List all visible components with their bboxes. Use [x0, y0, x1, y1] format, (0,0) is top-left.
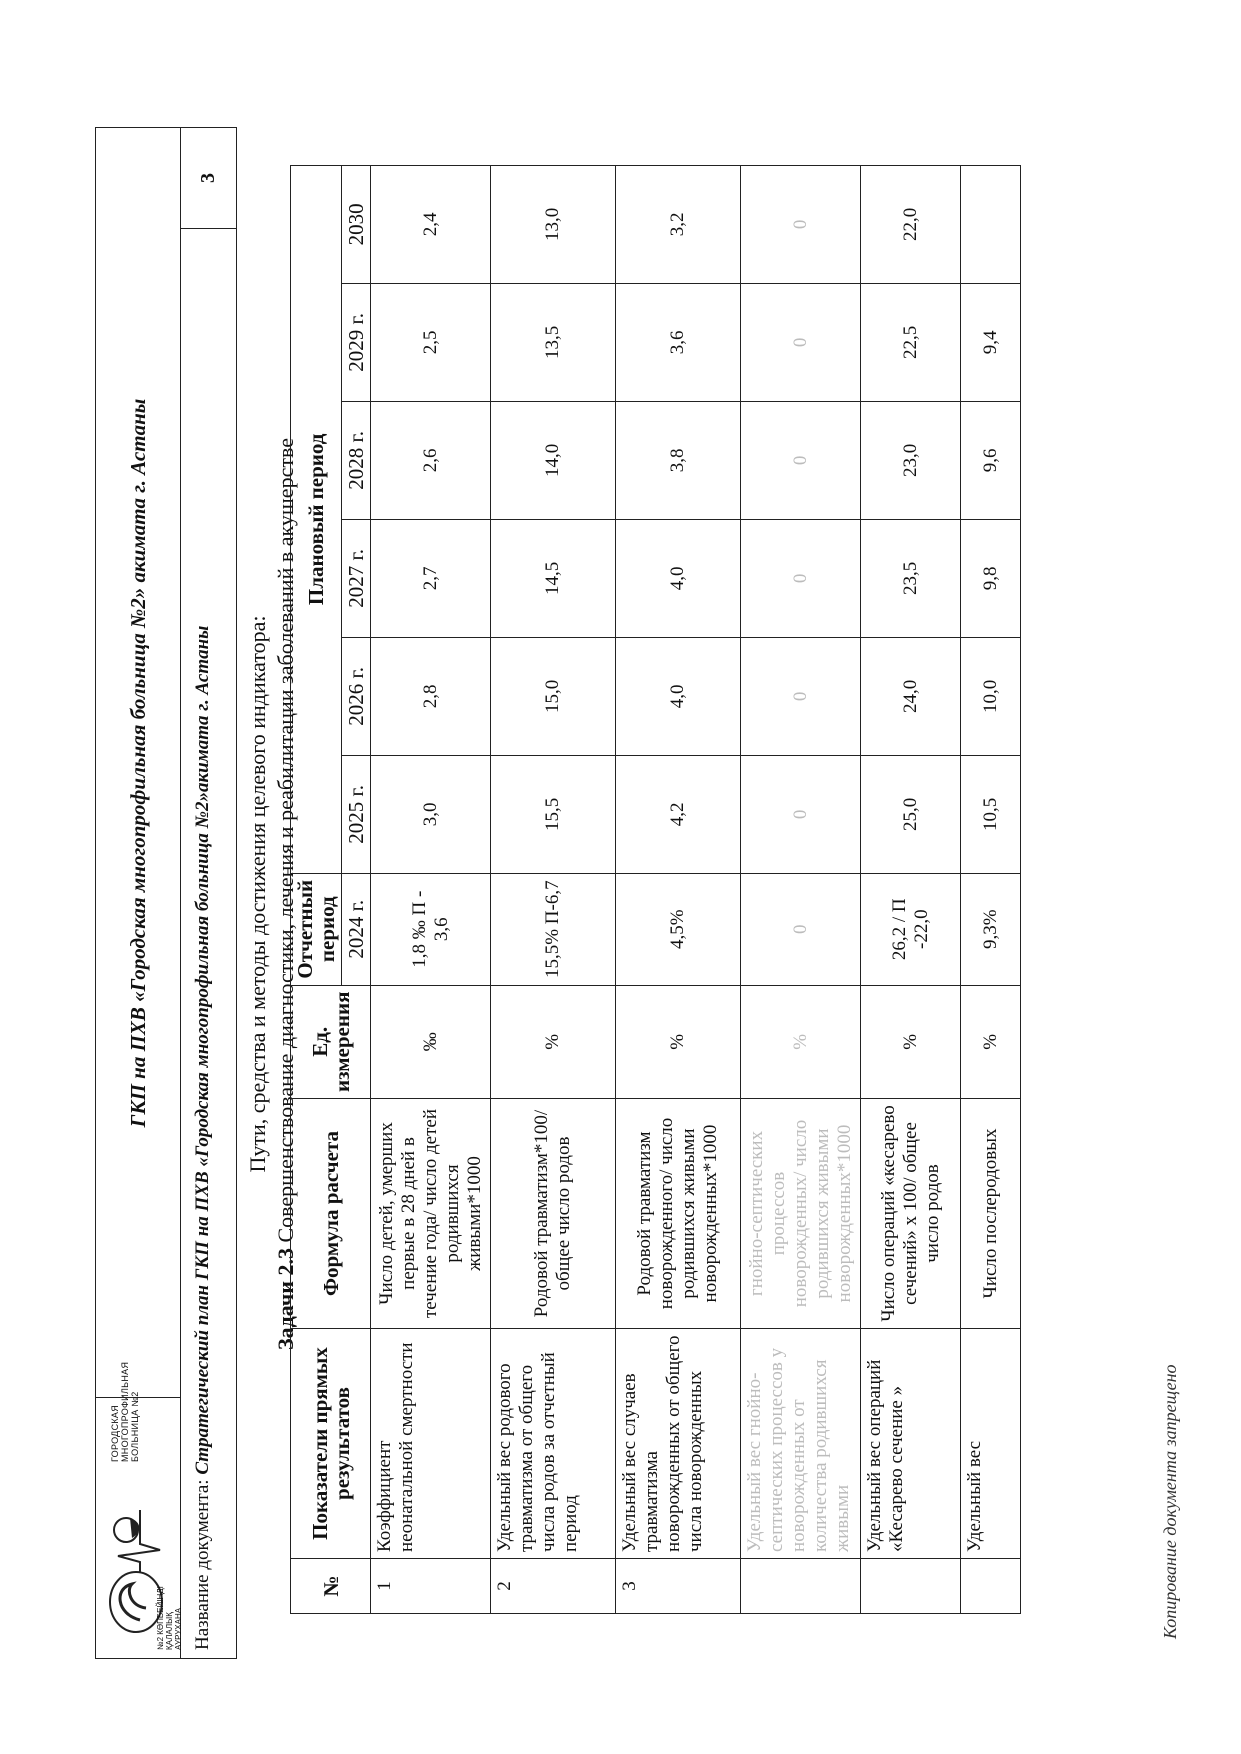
plan-value-cell: 4,2	[616, 755, 741, 873]
task-text: Совершенствование диагностики, лечения и реабилитации заболеваний в акушерстве	[273, 438, 298, 1249]
plan-value-cell: 2,8	[371, 637, 491, 755]
table-header-row	[291, 165, 342, 1613]
col-year: 2026 г.	[342, 637, 371, 755]
plan-value-cell: 4,0	[616, 519, 741, 637]
plan-value-cell: 14,0	[491, 401, 616, 519]
unit-cell: %	[961, 985, 1021, 1098]
plan-value-cell: 0	[741, 165, 861, 283]
indicator-cell: Удельный вес родового травматизма от общего числа родов за отчетный период	[491, 1329, 616, 1559]
indicators-table	[290, 165, 1021, 1614]
logo-text-line: БОЛЬНИЦА №2	[130, 1391, 140, 1462]
logo-sub-line: ҚАЛАЛЫҚ	[165, 1612, 174, 1650]
plan-value-cell	[961, 165, 1021, 283]
plan-value-cell: 3,2	[616, 165, 741, 283]
plan-value-cell: 10,0	[961, 637, 1021, 755]
col-report-header: Отчетный период	[291, 873, 342, 985]
row-number-cell: 2	[491, 1559, 616, 1614]
plan-value-cell: 2,6	[371, 401, 491, 519]
document-name-label: Название документа:	[192, 1479, 213, 1650]
document-name	[192, 626, 214, 1650]
plan-value-cell: 4,0	[616, 637, 741, 755]
plan-value-cell: 22,5	[861, 283, 961, 401]
plan-value-cell: 13,5	[491, 283, 616, 401]
table-row	[616, 165, 741, 1613]
formula-cell: Родовой травматизм новорожденного/ число родившихся живыми новорожденных*1000	[616, 1099, 741, 1329]
row-number-cell: 1	[371, 1559, 491, 1614]
plan-value-cell: 9,6	[961, 401, 1021, 519]
formula-cell: Родовой травматизм*100/общее число родов	[491, 1099, 616, 1329]
indicator-cell: Удельный вес случаев травматизма новорожденных от общего числа новорожденных	[616, 1329, 741, 1559]
hospital-logo	[96, 1361, 183, 1658]
col-report-year: 2024 г.	[342, 873, 371, 985]
document-header	[95, 127, 237, 1659]
col-year: 2029 г.	[342, 283, 371, 401]
plan-value-cell: 0	[741, 401, 861, 519]
report-value-cell: 15,5% П-6,7	[491, 873, 616, 985]
logo-text-line: ГОРОДСКАЯ	[110, 1404, 120, 1462]
report-value-cell: 26,2 / П -22,0	[861, 873, 961, 985]
col-unit-header: Ед. измерения	[291, 985, 371, 1098]
formula-cell: Число послеродовых	[961, 1099, 1021, 1329]
unit-cell: %	[491, 985, 616, 1098]
plan-value-cell: 22,0	[861, 165, 961, 283]
indicator-cell: Коэффициент неонатальной смертности	[371, 1329, 491, 1559]
plan-value-cell: 2,5	[371, 283, 491, 401]
unit-cell: ‰	[371, 985, 491, 1098]
plan-value-cell: 0	[741, 755, 861, 873]
indicator-cell: Удельный вес гнойно-септических процессов у новорожденных от количества родившихся живыми	[741, 1329, 861, 1559]
report-value-cell: 4,5%	[616, 873, 741, 985]
table-row	[741, 165, 861, 1613]
logo-kazakh-name	[156, 1586, 183, 1650]
logo-sub-line: №2 КӨПБЕЙІНДІ	[156, 1586, 165, 1650]
table-row	[961, 165, 1021, 1613]
row-number-cell	[961, 1559, 1021, 1614]
logo-sub-line: АУРУХАНА	[174, 1607, 183, 1650]
plan-value-cell: 23,5	[861, 519, 961, 637]
table-row	[371, 165, 491, 1613]
col-year: 2030	[342, 165, 371, 283]
plan-value-cell: 0	[741, 519, 861, 637]
indicator-cell: Удельный вес операций «Кесарево сечение »	[861, 1329, 961, 1559]
col-formula-header: Формула расчета	[291, 1099, 371, 1329]
plan-value-cell: 15,0	[491, 637, 616, 755]
task-label: Задачи 2.3	[273, 1248, 298, 1350]
plan-value-cell: 15,5	[491, 755, 616, 873]
plan-value-cell: 3,6	[616, 283, 741, 401]
document-name-value: Стратегический план ГКП на ПХВ «Городская многопрофильная больница №2»акимата г. Астаны	[192, 625, 213, 1475]
report-value-cell: 9,3%	[961, 873, 1021, 985]
plan-value-cell: 13,0	[491, 165, 616, 283]
heading-line: Пути, средства и методы достижения целевого индикатора:	[245, 615, 270, 1173]
col-num-header: №	[291, 1559, 371, 1614]
page-number: 3	[180, 128, 236, 229]
plan-value-cell: 2,7	[371, 519, 491, 637]
plan-value-cell: 9,4	[961, 283, 1021, 401]
table-row	[491, 165, 616, 1613]
unit-cell: %	[616, 985, 741, 1098]
unit-cell: %	[861, 985, 961, 1098]
row-number-cell	[741, 1559, 861, 1614]
copy-notice: Копирование документа запрещено	[1160, 1364, 1180, 1639]
col-year: 2028 г.	[342, 401, 371, 519]
row-number-cell	[861, 1559, 961, 1614]
plan-value-cell: 10,5	[961, 755, 1021, 873]
organization-title: ГКП на ПХВ «Городская многопрофильная больница №2» акимата г. Астаны	[125, 398, 150, 1128]
plan-value-cell: 0	[741, 283, 861, 401]
plan-value-cell: 3,0	[371, 755, 491, 873]
plan-value-cell: 24,0	[861, 637, 961, 755]
unit-cell: %	[741, 985, 861, 1098]
plan-value-cell: 9,8	[961, 519, 1021, 637]
report-value-cell: 1,8 ‰ П - 3,6	[371, 873, 491, 985]
formula-cell: Число операций «кесарево сечений» х 100/ общее число родов	[861, 1099, 961, 1329]
formula-cell: гнойно-септических процессов новорожденных/ число родившихся живыми новорожденных*1000	[741, 1099, 861, 1329]
plan-value-cell: 25,0	[861, 755, 961, 873]
formula-cell: Число детей, умерших первые в 28 дней в течение года/ число детей родившихся живыми*1000	[371, 1099, 491, 1329]
logo-text-line: МНОГОПРОФИЛЬНАЯ	[120, 1361, 130, 1462]
col-year: 2025 г.	[342, 755, 371, 873]
report-value-cell: 0	[741, 873, 861, 985]
plan-value-cell: 0	[741, 637, 861, 755]
indicator-cell: Удельный вес	[961, 1329, 1021, 1559]
plan-value-cell: 23,0	[861, 401, 961, 519]
plan-value-cell: 14,5	[491, 519, 616, 637]
col-plan-header: Плановый период	[291, 165, 342, 873]
table-body	[371, 165, 1021, 1613]
plan-value-cell: 3,8	[616, 401, 741, 519]
plan-value-cell: 2,4	[371, 165, 491, 283]
col-indicator-header: Показатели прямых результатов	[291, 1329, 371, 1559]
table-row	[861, 165, 961, 1613]
col-year: 2027 г.	[342, 519, 371, 637]
row-number-cell: 3	[616, 1559, 741, 1614]
